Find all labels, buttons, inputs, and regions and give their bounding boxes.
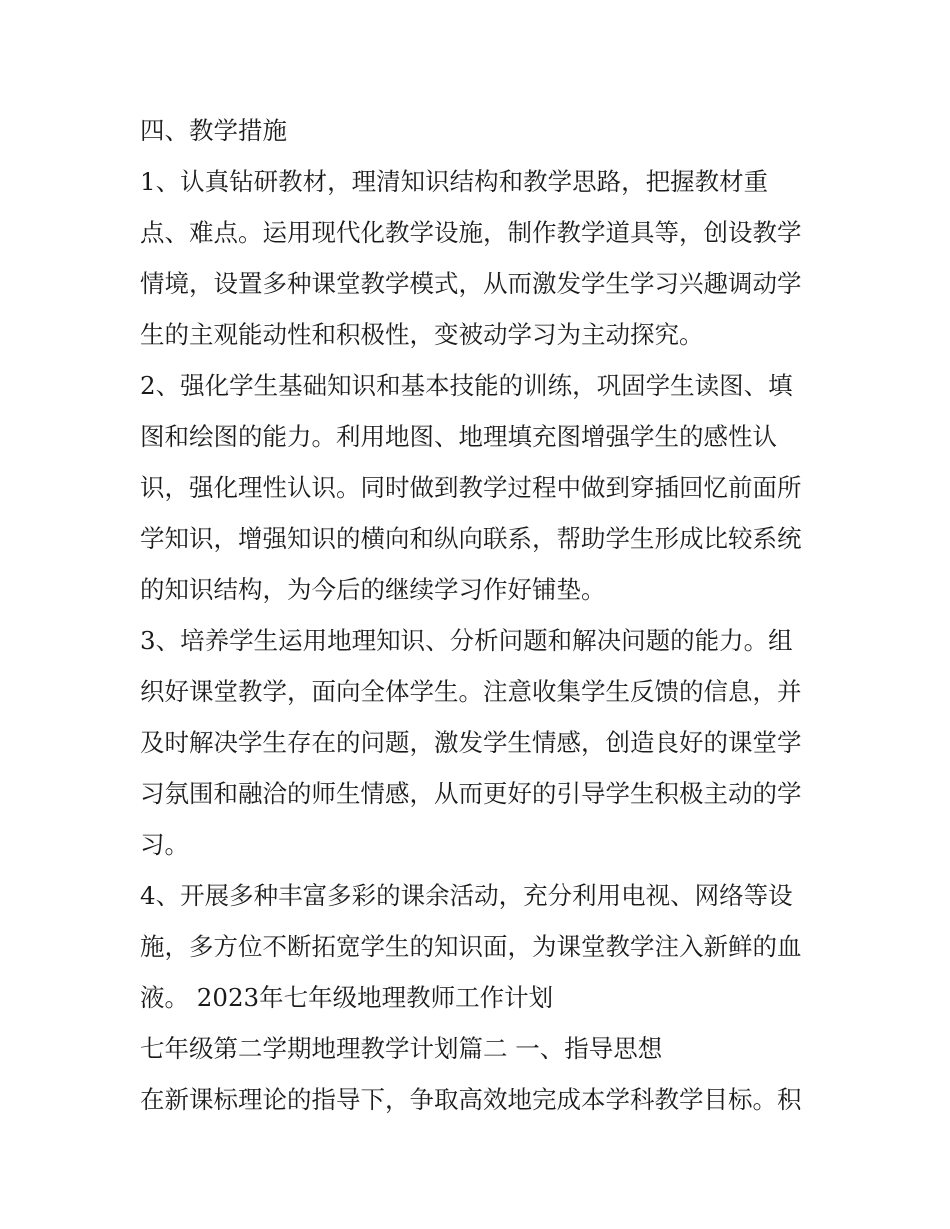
paragraph-line: 液。 2023年七年级地理教师工作计划 xyxy=(140,983,554,1012)
paragraph-line: 情境，设置多种课堂教学模式，从而激发学生学习兴趣调动学 xyxy=(140,269,802,298)
section-heading: 七年级第二学期地理教学计划篇二 一、指导思想 xyxy=(140,1034,663,1063)
paragraph-line: 习。 xyxy=(140,830,189,859)
paragraph-line: 在新课标理论的指导下，争取高效地完成本学科教学目标。积 xyxy=(140,1085,802,1114)
paragraph-line: 图和绘图的能力。利用地图、地理填充图增强学生的感性认 xyxy=(140,422,777,451)
paragraph-line: 2、强化学生基础知识和基本技能的训练，巩固学生读图、填 xyxy=(140,371,793,400)
paragraph-line: 生的主观能动性和积极性，变被动学习为主动探究。 xyxy=(140,320,704,349)
paragraph-line: 织好课堂教学，面向全体学生。注意收集学生反馈的信息，并 xyxy=(140,677,802,706)
paragraph-line: 施，多方位不断拓宽学生的知识面，为课堂教学注入新鲜的血 xyxy=(140,932,802,961)
section-heading: 四、教学措施 xyxy=(140,116,287,145)
paragraph-line: 4、开展多种丰富多彩的课余活动，充分利用电视、网络等设 xyxy=(140,881,793,910)
paragraph-line: 学知识，增强知识的横向和纵向联系，帮助学生形成比较系统 xyxy=(140,524,802,553)
paragraph-line: 的知识结构，为今后的继续学习作好铺垫。 xyxy=(140,575,606,604)
paragraph-line: 3、培养学生运用地理知识、分析问题和解决问题的能力。组 xyxy=(140,626,793,655)
document-body xyxy=(140,105,820,1125)
paragraph-line: 1、认真钻研教材，理清知识结构和教学思路，把握教材重 xyxy=(140,167,769,196)
paragraph-line: 点、难点。运用现代化教学设施，制作教学道具等，创设教学 xyxy=(140,218,802,247)
paragraph-line: 习氛围和融洽的师生情感，从而更好的引导学生积极主动的学 xyxy=(140,779,802,808)
paragraph-line: 识，强化理性认识。同时做到教学过程中做到穿插回忆前面所 xyxy=(140,473,802,502)
paragraph-line: 及时解决学生存在的问题，激发学生情感，创造良好的课堂学 xyxy=(140,728,802,757)
